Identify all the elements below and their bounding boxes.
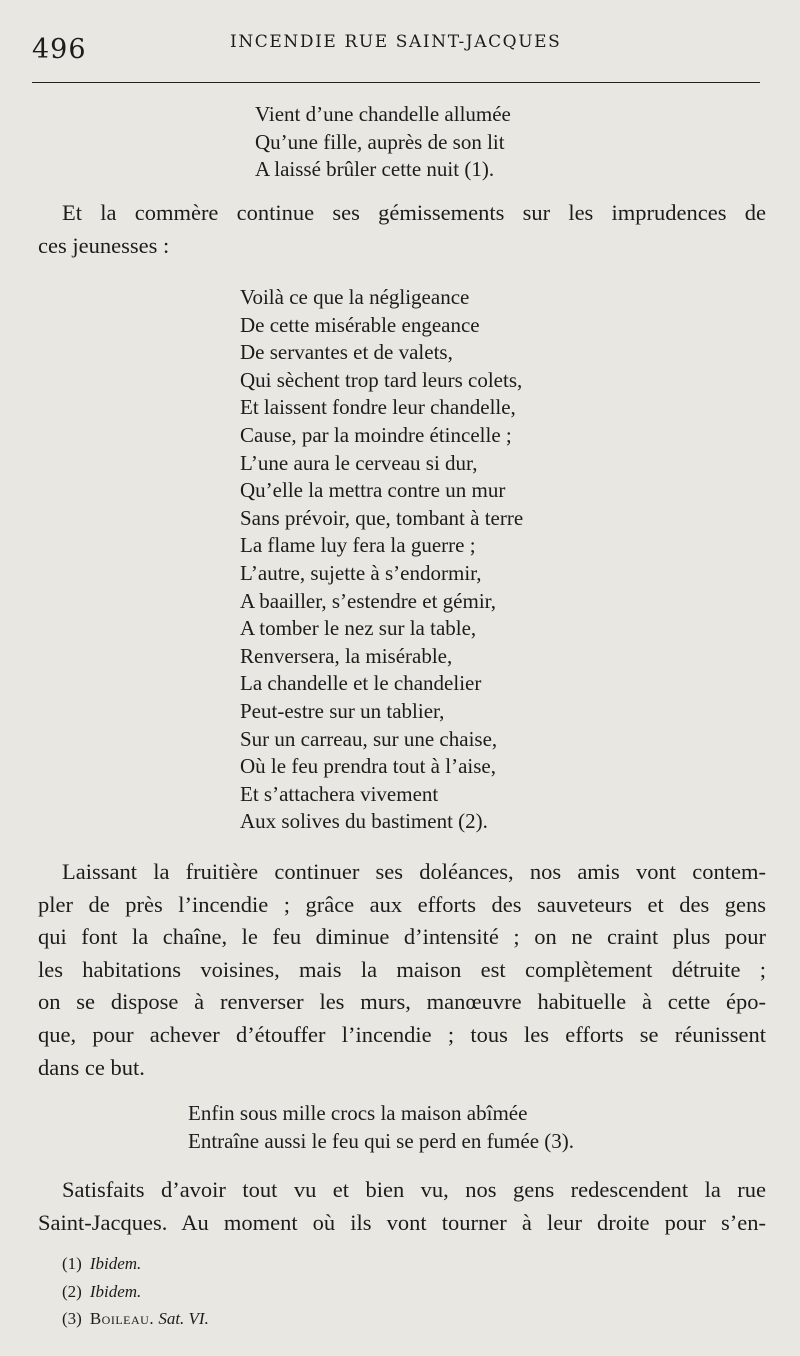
footnote-text: Ibidem. [89, 1254, 142, 1273]
verse-line: Peut-estre sur un tablier, [240, 698, 445, 723]
verse-line: Qui sèchent trop tard leurs colets, [240, 367, 523, 392]
header-rule [32, 82, 760, 83]
verse-line: A baailler, s’estendre et gémir, [240, 588, 497, 613]
paragraph-2 [38, 856, 766, 1084]
verse-line: L’autre, sujette à s’endormir, [240, 560, 482, 585]
paragraph-line: les habitations voisines, mais la maison est complètement détruite ; [38, 956, 766, 982]
footnote-text: Ibidem. [89, 1281, 142, 1301]
paragraph-line: on se dispose à renverser les murs, manœuvre habituelle à cette épo- [38, 989, 766, 1015]
verse-line: Vient d’une chandelle allumée [255, 102, 511, 126]
paragraph-line: Et la commère continue ses gémissements sur les imprudences de [62, 200, 766, 225]
paragraph-line: Satisfaits d’avoir tout vu et bien vu, nos gens redescendent la rue [62, 1177, 766, 1202]
verse-line: De servantes et de valets, [240, 340, 453, 365]
footnote-3 [62, 1305, 209, 1333]
verse-block-3 [188, 1100, 574, 1155]
verse-line: La flame luy fera la guerre ; [240, 533, 476, 558]
verse-line: Et laissent fondre leur chandelle, [240, 395, 516, 420]
paragraph-line: Saint-Jacques. Au moment où ils vont tourner à leur droite pour s’en- [38, 1209, 766, 1235]
verse-line: Cause, par la moindre étincelle ; [240, 422, 512, 447]
verse-line: A laissé brûler cette nuit (1). [255, 157, 495, 182]
verse-line: Enfin sous mille crocs la maison abîmée [188, 1101, 528, 1125]
paragraph-line: qui font la chaîne, le feu diminue d’intensité ; on ne craint plus pour [38, 924, 766, 950]
verse-line: Aux solives du bastiment (2). [240, 809, 488, 834]
verse-line: Qu’une fille, auprès de son lit [255, 129, 505, 154]
verse-line: Voilà ce que la négligeance [240, 285, 470, 309]
paragraph-3 [38, 1174, 766, 1239]
footnote-author: Boileau. [89, 1309, 155, 1328]
paragraph-line: que, pour achever d’étouffer l’incendie ; tous les efforts se réunissent [38, 1021, 766, 1047]
paragraph-line: ces jeunesses : [38, 232, 170, 258]
paragraph-line: dans ce but. [38, 1054, 145, 1080]
footnote-mark: (3) [62, 1309, 82, 1328]
footnote-2 [62, 1278, 209, 1306]
paragraph-line: Laissant la fruitière continuer ses doléances, nos amis vont contem- [62, 859, 766, 884]
verse-line: De cette misérable engeance [240, 312, 480, 337]
verse-line: Renversera, la misérable, [240, 643, 453, 668]
verse-block-2 [240, 284, 523, 836]
verse-line: Sans prévoir, que, tombant à terre [240, 505, 524, 530]
paragraph-1 [38, 197, 766, 262]
footnote-1 [62, 1250, 209, 1278]
page-number: 496 [32, 34, 87, 65]
verse-line: Sur un carreau, sur une chaise, [240, 726, 498, 751]
paragraph-line: pler de près l’incendie ; grâce aux efforts des sauveteurs et des gens [38, 891, 766, 917]
verse-line: La chandelle et le chandelier [240, 671, 482, 696]
footnote-text: Sat. VI. [158, 1309, 209, 1328]
verse-line: L’une aura le cerveau si dur, [240, 450, 478, 475]
footnotes [62, 1250, 209, 1333]
verse-line: Et s’attachera vivement [240, 781, 439, 806]
verse-line: Entraîne aussi le feu qui se perd en fumée (3). [188, 1128, 575, 1153]
footnote-mark: (2) [62, 1281, 82, 1301]
running-title: INCENDIE RUE SAINT-JACQUES [230, 32, 562, 52]
verse-line: Qu’elle la mettra contre un mur [240, 478, 506, 503]
verse-line: Où le feu prendra tout à l’aise, [240, 754, 496, 779]
footnote-mark: (1) [62, 1254, 82, 1273]
verse-line: A tomber le nez sur la table, [240, 616, 477, 641]
verse-block-1 [255, 101, 511, 184]
